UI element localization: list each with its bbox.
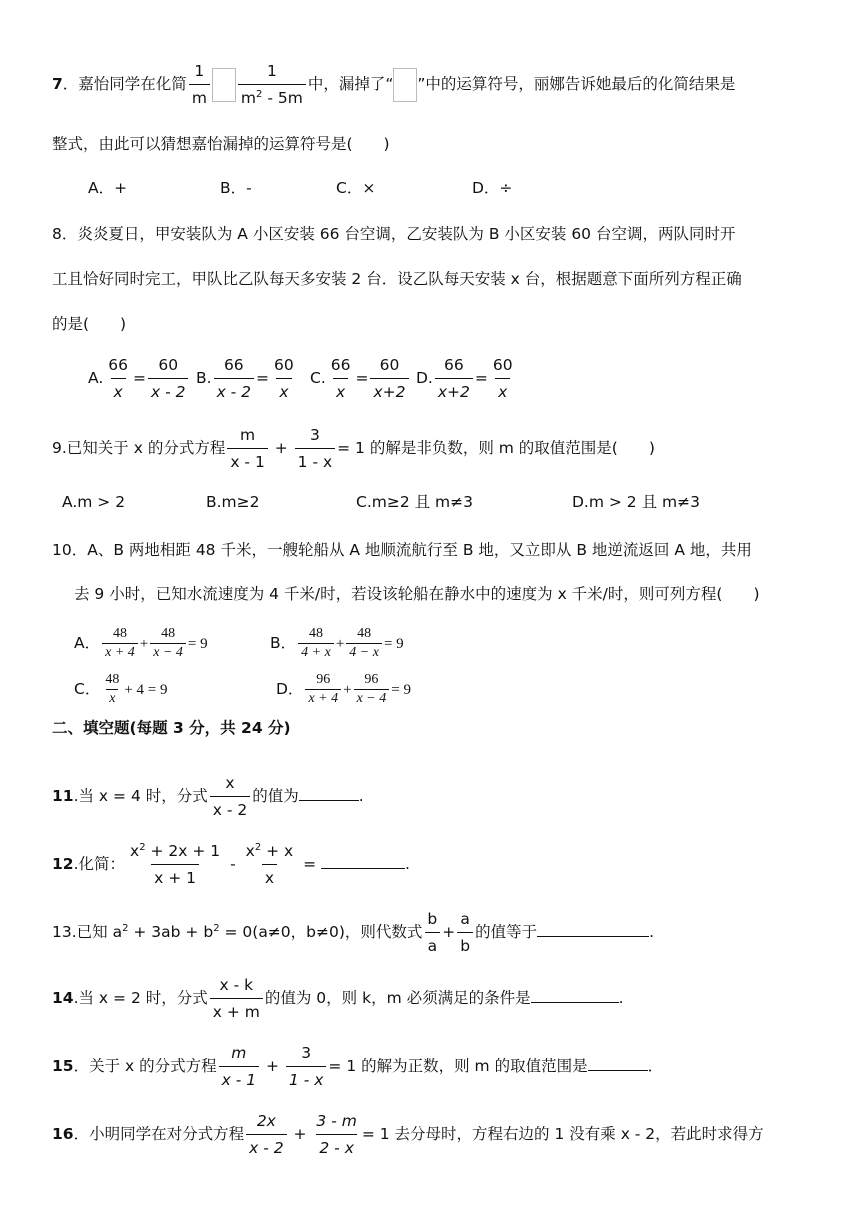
option-c: C．× [336, 179, 376, 197]
answer-blank [588, 1070, 648, 1071]
fraction: $\frac{2x}{x - 2}$ [246, 1112, 286, 1157]
question-8-line-3: 的是( ) [52, 315, 127, 333]
question-number: 7 [52, 75, 63, 93]
option-d: D．÷ [472, 179, 513, 197]
fraction: $\frac{a}{b}$ [457, 910, 473, 955]
fraction: $\frac{3}{1 - x}$ [295, 426, 335, 471]
question-16: 16．小明同学在对分式方程 $\frac{2x}{x - 2}$ + $\frac{3 - m}{2 - x}$ = 1 去分母时，方程右边的 1 没有乘 x - 2，若此时求得方 [52, 1112, 764, 1157]
option-a: A.m > 2 [62, 493, 126, 511]
fraction: $\frac{x^2 + x}{x}$ [245, 841, 294, 887]
question-10-line-2: 去 9 小时，已知水流速度为 4 千米/时，若设该轮船在静水中的速度为 x 千米/时，则可列方程( ) [74, 585, 760, 603]
option-c: C.m≥2 且 m≠3 [356, 493, 473, 511]
option-d: D. $\frac{66}{x+2}$ = $\frac{60}{x}$ [416, 356, 513, 401]
question-10-line-1: 10．A、B 两地相距 48 千米，一艘轮船从 A 地顺流航行至 B 地，又立即从 B 地逆流返回 A 地，共用 [52, 541, 752, 559]
section-heading: 二、填空题(每题 3 分，共 24 分) [52, 719, 291, 737]
question-11: 11.当 x = 4 时，分式 $\frac{x}{x - 2}$ 的值为 . [52, 774, 364, 819]
question-7: 7．嘉怡同学在化简 $\frac{1}{m}$ $\frac{1}{m^2 - 5m}$ 中，漏掉了“ ”中的运算符号，丽娜告诉她最后的化简结果是 [52, 62, 736, 107]
question-10-option-c: C． $\frac{48}{x}$ + 4 = 9 [74, 672, 168, 706]
option-c: C. $\frac{66}{x}$ = $\frac{60}{x+2}$ [310, 356, 411, 401]
missing-operator-box [212, 68, 236, 102]
fraction: $\frac{x - k}{x + m}$ [210, 976, 263, 1021]
question-8-line-2: 工且恰好同时完工，甲队比乙队每天多安装 2 台．设乙队每天安装 x 台，根据题意下面所列方程正确 [52, 270, 742, 288]
fraction: $\frac{m}{x - 1}$ [219, 1044, 259, 1089]
question-10-option-b: B． $\frac{48}{4 + x}$ + $\frac{48}{4 - x}$ = 9 [270, 626, 404, 660]
question-10-option-d: D． $\frac{96}{x + 4}$ + $\frac{96}{x - 4}$ = 9 [276, 672, 411, 706]
fraction: $\frac{1}{m^2 - 5m}$ [238, 62, 306, 107]
answer-blank [299, 800, 359, 801]
fraction: $\frac{x}{x - 2}$ [210, 774, 250, 819]
question-7-line-2: 整式，由此可以猜想嘉怡漏掉的运算符号是( ) [52, 135, 390, 153]
question-8-line-1: 8．炎炎夏日，甲安装队为 A 小区安装 66 台空调，乙安装队为 B 小区安装 60 台空调，两队同时开 [52, 225, 736, 243]
question-10-option-a: A． $\frac{48}{x + 4}$ + $\frac{48}{x - 4}$ = 9 [74, 626, 208, 660]
fraction: $\frac{3}{1 - x}$ [286, 1044, 326, 1089]
question-15: 15．关于 x 的分式方程 $\frac{m}{x - 1}$ + $\frac{3}{1 - x}$ = 1 的解为正数，则 m 的取值范围是 ． [52, 1044, 664, 1089]
option-a: A. $\frac{66}{x}$ = $\frac{60}{x - 2}$ [88, 356, 190, 401]
option-b: B. $\frac{66}{x - 2}$ = $\frac{60}{x}$ [196, 356, 294, 401]
fraction: $\frac{3 - m}{2 - x}$ [316, 1112, 357, 1157]
question-12: 12.化简： $\frac{x^2 + 2x + 1}{x + 1}$ - $\frac{x^2 + x}{x}$ = . [52, 841, 410, 887]
option-b: B．- [220, 179, 252, 197]
question-13: 13.已知 $a^2 + 3ab + b^2 = 0(a\ne 0$，b≠0)，则代数式 $\frac{b}{a}$ + $\frac{a}{b}$ 的值等于 . [52, 910, 655, 955]
fraction: $\frac{m}{x - 1}$ [227, 426, 267, 471]
answer-blank [537, 936, 649, 937]
fraction: $\frac{1}{m}$ [189, 62, 210, 107]
fraction: $\frac{x^2 + 2x + 1}{x + 1}$ [130, 841, 221, 887]
answer-blank [321, 868, 405, 869]
question-9: 9.已知关于 x 的分式方程 $\frac{m}{x - 1}$ + $\frac{3}{1 - x}$ = 1 的解是非负数，则 m 的取值范围是( ) [52, 426, 655, 471]
missing-operator-box [393, 68, 417, 102]
answer-blank [531, 1002, 619, 1003]
option-b: B.m≥2 [206, 493, 260, 511]
option-a: A．+ [88, 179, 128, 197]
option-d: D.m > 2 且 m≠3 [572, 493, 700, 511]
fraction: $\frac{b}{a}$ [424, 910, 440, 955]
question-14: 14.当 x = 2 时，分式 $\frac{x - k}{x + m}$ 的值为 0，则 k，m 必须满足的条件是 . [52, 976, 624, 1021]
